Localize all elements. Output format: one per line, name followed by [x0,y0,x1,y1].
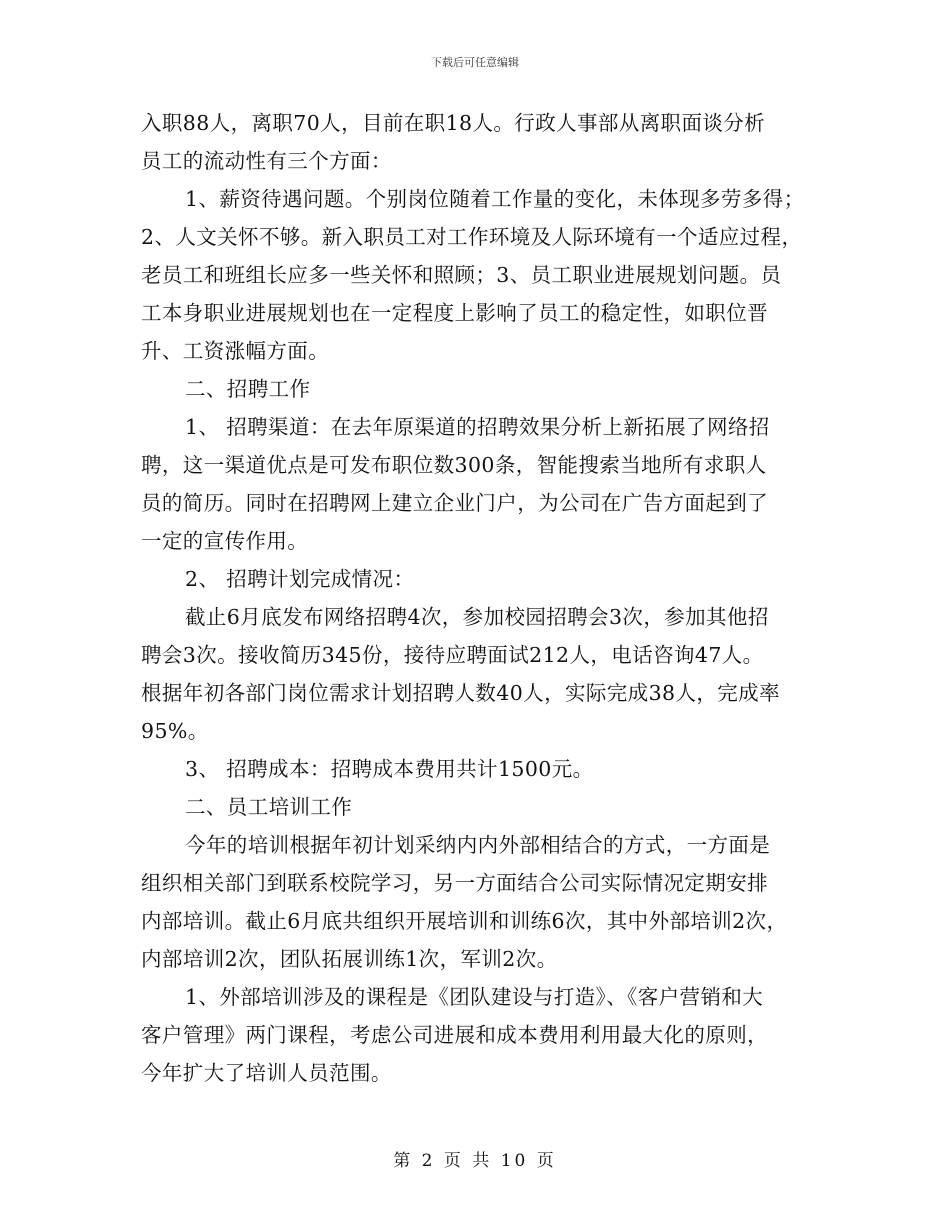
text-line: 内部培训2次，团队拓展训练1次，军训2次。 [141,947,558,971]
text-line: 入职88人，离职70人，目前在职18人。行政人事部从离职面谈分析 [141,111,766,135]
text-line: 95%。 [141,719,209,743]
text-line: 2、 招聘计划完成情况： [185,567,415,591]
text-line: 员工的流动性有三个方面： [141,149,392,173]
text-line: 客户管理》两门课程，考虑公司进展和成本费用利用最大化的原则， [141,1023,768,1047]
text-line: 3、 招聘成本：招聘成本费用共计1500元。 [185,757,594,781]
text-line: 1、薪资待遇问题。个别岗位随着工作量的变化，未体现多劳多得； [185,187,805,211]
text-line: 员的简历。同时在招聘网上建立企业门户，为公司在广告方面起到了 [141,491,768,515]
text-line: 组织相关部门到联系校院学习，另一方面结合公司实际情况定期安排 [141,871,768,895]
section-heading: 二、员工培训工作 [185,795,353,819]
page-header: 下载后可任意编辑 [431,56,519,69]
section-heading: 二、招聘工作 [185,377,311,401]
text-line: 截止6月底发布网络招聘4次，参加校园招聘会3次，参加其他招 [185,605,769,629]
text-line: 内部培训。截止6月底共组织开展培训和训练6次，其中外部培训2次， [141,909,788,933]
document-body [141,104,821,1092]
text-line: 2、人文关怀不够。新入职员工对工作环境及人际环境有一个适应过程， [141,225,803,249]
text-line: 聘会3次。接收简历345份，接待应聘面试212人，电话咨询47人。 [141,643,764,667]
text-line: 1、外部培训涉及的课程是《团队建设与打造》、《客户营销和大 [185,985,764,1009]
text-line: 聘，这一渠道优点是可发布职位数300条，智能搜索当地所有求职人 [141,453,767,477]
text-line: 老员工和班组长应多一些关怀和照顾；3、员工职业进展规划问题。员 [141,263,782,287]
text-line: 1、 招聘渠道：在去年原渠道的招聘效果分析上新拓展了网络招 [185,415,770,439]
text-line: 工本身职业进展规划也在一定程度上影响了员工的稳定性，如职位晋 [141,301,768,325]
text-line: 升、工资涨幅方面。 [141,339,330,363]
text-line: 根据年初各部门岗位需求计划招聘人数40人，实际完成38人，完成率 [141,681,780,705]
text-line: 一定的宣传作用。 [141,529,309,553]
page-footer: 第 2 页 共 10 页 [393,1151,557,1171]
text-line: 今年扩大了培训人员范围。 [141,1061,392,1085]
text-line: 今年的培训根据年初计划采纳内内外部相结合的方式，一方面是 [185,833,771,857]
